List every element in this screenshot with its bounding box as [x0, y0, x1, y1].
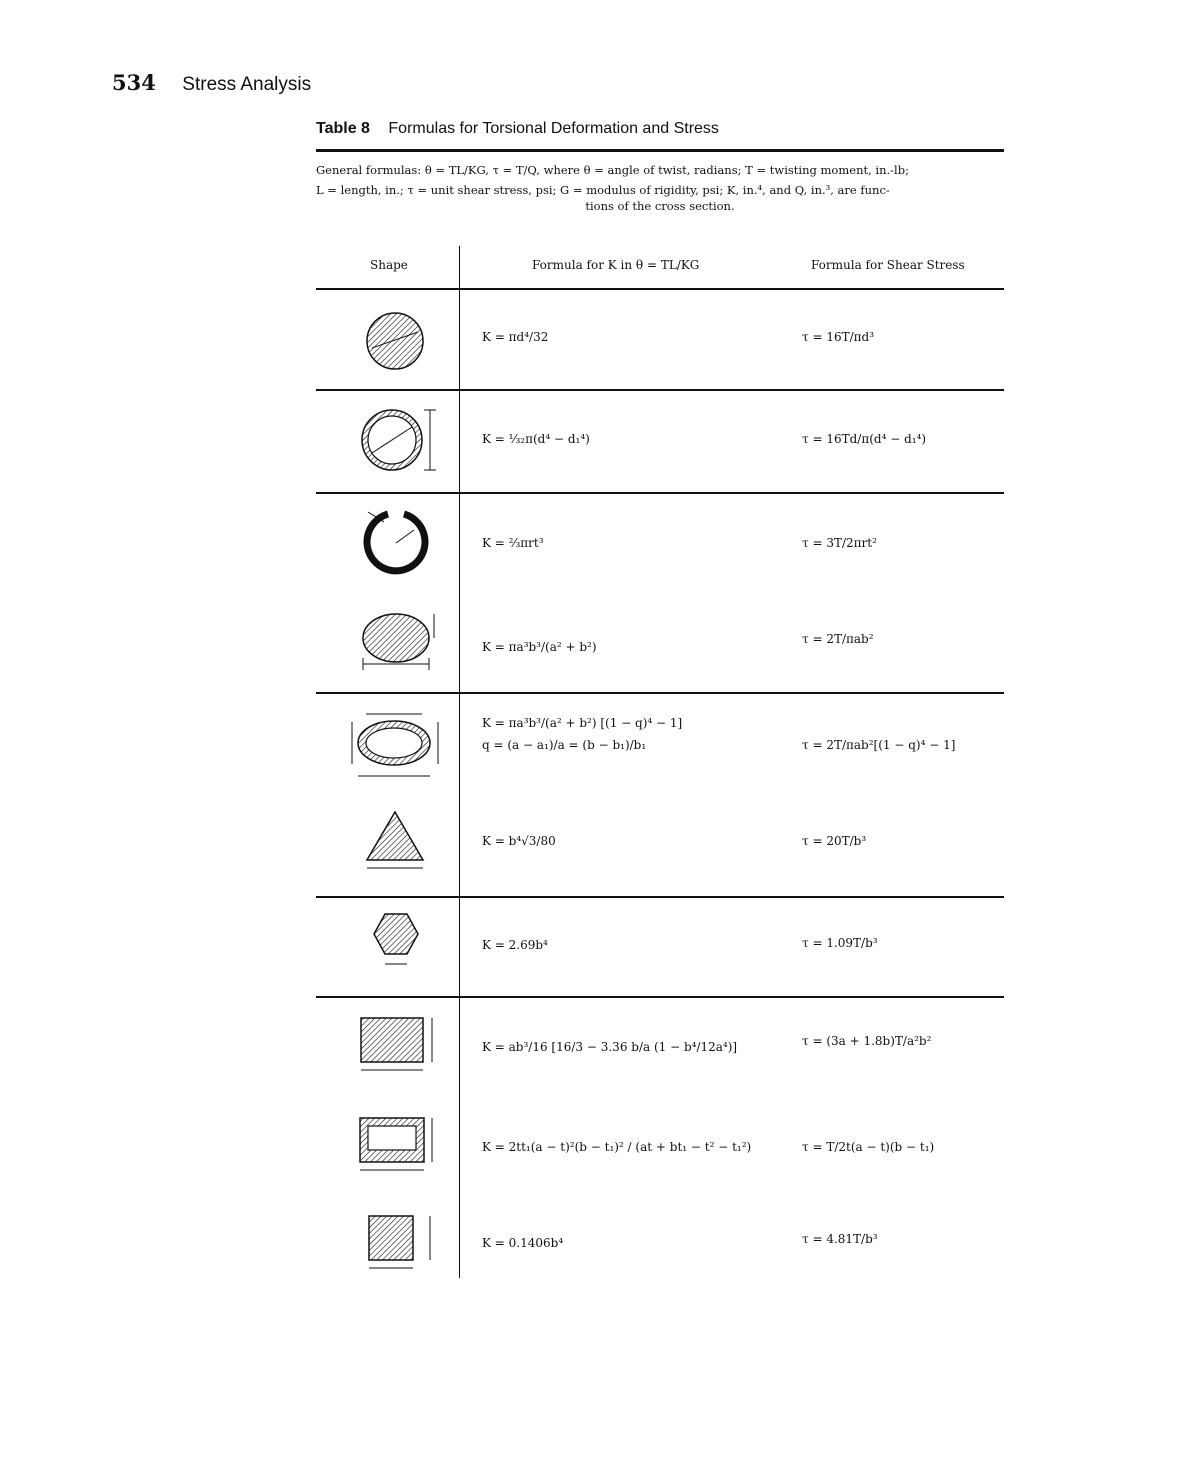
hexagon-shape: [364, 910, 428, 972]
stress-formula-row-8: τ = (3a + 1.8b)T/a²b²: [802, 1034, 932, 1048]
header-stress-formula: Formula for Shear Stress: [811, 258, 965, 272]
stress-formula-row-1: τ = 16T/πd³: [802, 330, 875, 344]
k-formula-row-5: [482, 712, 774, 756]
k-formula-row-2: K = ¹⁄₃₂π(d⁴ − d₁⁴): [482, 432, 590, 446]
k-formula-row-7: K = 2.69b⁴: [482, 938, 548, 952]
hollow-ellipse-shape: [348, 708, 444, 782]
general-line-3: tions of the cross section.: [585, 199, 735, 213]
k-formula-row-3: K = ²⁄₃πrt³: [482, 536, 544, 550]
hollow-circle-shape: [358, 405, 440, 475]
k-formula-row-9: K = 2tt₁(a − t)²(b − t₁)² / (at + bt₁ − t² − t₁²): [482, 1140, 752, 1154]
running-title: Stress Analysis: [182, 74, 312, 95]
row-rule: [316, 389, 1004, 391]
general-formulas: [316, 160, 1004, 212]
running-header: [112, 70, 311, 96]
k-formula-row-5-main: K = πa³b³/(a² + b²) [(1 − q)⁴ − 1]: [482, 716, 683, 730]
k-formula-row-8: K = ab³/16 [16/3 − 3.36 b/a (1 − b⁴/12a⁴)]: [482, 1040, 738, 1054]
solid-ellipse-shape: [356, 608, 446, 672]
page-number: 534: [112, 70, 156, 95]
general-line-2: L = length, in.; τ = unit shear stress, psi; G = modulus of rigidity, psi; K, in.⁴, and Q, in.³, are func-: [316, 183, 890, 197]
k-formula-row-1: K = πd⁴/32: [482, 330, 549, 344]
k-formula-row-4: K = πa³b³/(a² + b²): [482, 640, 597, 654]
solid-square-shape: [362, 1212, 442, 1274]
triangle-shape: [360, 808, 430, 874]
solid-rectangle-shape: [356, 1014, 442, 1076]
k-formula-row-6: K = b⁴√3/80: [482, 834, 556, 848]
stress-formula-row-10: τ = 4.81T/b³: [802, 1232, 878, 1246]
column-divider: [459, 246, 460, 1278]
top-rule: [316, 149, 1004, 152]
stress-formula-row-5: τ = 2T/πab²[(1 − q)⁴ − 1]: [802, 738, 956, 752]
table-label: Table 8: [316, 120, 370, 137]
row-rule: [316, 996, 1004, 998]
hollow-rectangle-shape: [352, 1112, 442, 1176]
k-formula-row-5-q: q = (a − a₁)/a = (b − b₁)/b₁: [482, 738, 647, 752]
k-formula-row-10: K = 0.1406b⁴: [482, 1236, 564, 1250]
stress-formula-row-4: τ = 2T/πab²: [802, 632, 874, 646]
stress-formula-row-6: τ = 20T/b³: [802, 834, 867, 848]
table-caption: [316, 120, 719, 138]
stress-formula-row-7: τ = 1.09T/b³: [802, 936, 878, 950]
header-k-formula: Formula for K in θ = TL/KG: [532, 258, 700, 272]
solid-circle-shape: [360, 310, 430, 372]
stress-formula-row-2: τ = 16Td/π(d⁴ − d₁⁴): [802, 432, 927, 446]
stress-formula-row-9: τ = T/2t(a − t)(b − t₁): [802, 1140, 935, 1154]
header-rule: [316, 288, 1004, 290]
general-line-1: General formulas: θ = TL/KG, τ = T/Q, where θ = angle of twist, radians; T = twisting moment, in.-lb;: [316, 163, 909, 177]
header-shape: Shape: [370, 258, 408, 272]
table-title: Formulas for Torsional Deformation and Stress: [388, 120, 719, 137]
stress-formula-row-3: τ = 3T/2πrt²: [802, 536, 877, 550]
split-ring-shape: [360, 508, 432, 578]
row-rule: [316, 692, 1004, 694]
row-rule: [316, 492, 1004, 494]
row-rule: [316, 896, 1004, 898]
